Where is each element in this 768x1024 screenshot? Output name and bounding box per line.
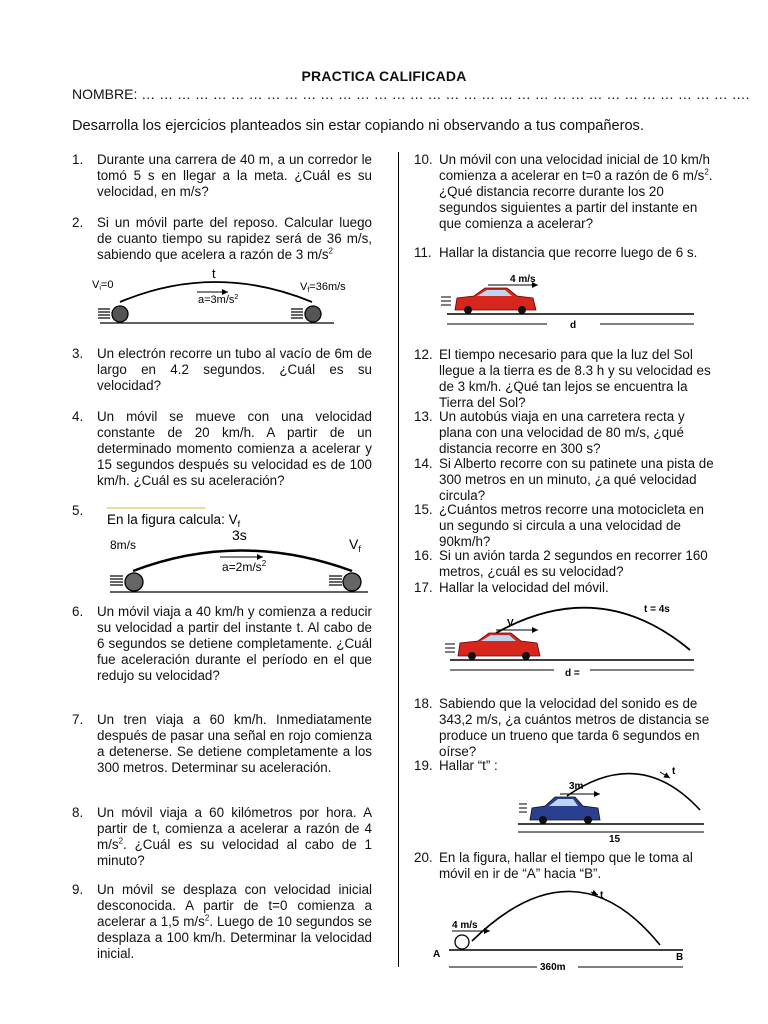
problem-6: 6. Un móvil viaja a 40 km/h y comienza a reducir su velocidad a partir del instante t. Al cabo de 6 segundos se detiene completamente. ¿Cuál fue aceleración durante el período en el que redujo su velocidad?	[72, 604, 372, 683]
blue-car-icon	[530, 797, 600, 824]
svg-text:360m: 360m	[540, 962, 566, 973]
svg-text:V: V	[507, 618, 514, 629]
svg-text:8m/s: 8m/s	[110, 538, 137, 552]
problem-5: 5.	[72, 503, 84, 518]
problem-2: 2. Si un móvil parte del reposo. Calcular luego de cuanto tiempo su rapidez será de 36 m/s, sabiendo que acelera a razón de 3 $m/s^2$	[72, 215, 372, 262]
problem-3: 3. Un electrón recorre un tubo al vacío de 6m de largo en 4.2 segundos. ¿Cuál es su velocidad?	[72, 346, 372, 393]
problem-19: 19. Hallar “t” :	[414, 758, 498, 773]
name-line	[72, 86, 749, 102]
figure-5	[107, 508, 368, 592]
problem-15: 15. ¿Cuántos metros recorre una motocicleta en un segundo si circula a una velocidad de 90km/h?	[414, 502, 704, 549]
red-car-icon	[455, 288, 536, 314]
problem-17: 17. Hallar la velocidad del móvil.	[414, 580, 609, 595]
problem-13: 13. Un autobús viaja en una carretera recta y plana con una velocidad de 80 m/s, ¿qué distancia recorre en 300 s?	[414, 409, 685, 456]
name-label: NOMBRE:	[72, 86, 138, 102]
svg-text:d =: d =	[565, 668, 580, 679]
red-car-icon	[458, 633, 540, 660]
instructions: Desarrolla los ejercicios planteados sin estar copiando ni observando a tus compañeros.	[72, 118, 644, 134]
figure-17	[445, 604, 694, 679]
problem-11: 11. Hallar la distancia que recorre luego de 6 s.	[414, 245, 698, 260]
problem-20: 20. En la figura, hallar el tiempo que le toma al móvil en ir de “A” hacia “B”.	[414, 850, 693, 881]
figure-2	[92, 266, 346, 323]
svg-text:t = 4s: t = 4s	[644, 604, 670, 615]
page-title: PRACTICA CALIFICADA	[301, 68, 467, 84]
svg-text:t: t	[600, 890, 604, 901]
name-dots: … … … … … … … … … … … … … … … … … … … … … … … … … … … … … … … … … ….	[141, 86, 750, 102]
svg-text:3m: 3m	[569, 781, 584, 792]
problem-10: 10. Un móvil con una velocidad inicial de 10 km/h comienza a acelerar en t=0 a razón de 6 $m/s^2$. ¿Qué distancia recorre durante los 20 segundos siguientes a partir del instante en que comienza a acelerar?	[414, 152, 713, 231]
svg-text:d: d	[570, 320, 577, 331]
problem-16: 16. Si un avión tarda 2 segundos en recorrer 160 metros, ¿cuál es su velocidad?	[414, 548, 708, 579]
svg-text:Vi=0: Vi=0	[92, 279, 114, 292]
svg-text:3s: 3s	[232, 527, 247, 543]
svg-text:t: t	[672, 766, 676, 777]
svg-text:4 m/s: 4 m/s	[452, 920, 478, 931]
problem-9: 9. Un móvil se desplaza con velocidad inicial desconocida. A partir de t=0 comienza a acelerar a 1,5 $m/s^2$. Luego de 10 segundos se desplaza a 100 km/h. Determinar la velocidad inicial.	[72, 882, 372, 961]
problem-12: 12. El tiempo necesario para que la luz del Sol llegue a la tierra es de 8.3 h y su velocidad es de 3 km/h. ¿Qué tan lejos se encuentra la Tierra del Sol?	[414, 347, 711, 410]
figure-20	[433, 890, 683, 973]
problem-8: 8. Un móvil viaja a 60 kilómetros por hora. A partir de t, comienza a acelerar a razón de 4 $m/s^2$. ¿Cuál es su velocidad al cabo de 1 minuto?	[72, 805, 372, 868]
problem-18: 18. Sabiendo que la velocidad del sonido es de 343,2 m/s, ¿a cuántos metros de distancia se produce un trueno que tarda 6 segundos en oírse?	[414, 696, 710, 759]
figure-11	[441, 274, 694, 331]
figure-19	[518, 766, 704, 845]
svg-text:A: A	[433, 949, 441, 960]
svg-text:4 m/s: 4 m/s	[510, 274, 536, 285]
problem-7: 7. Un tren viaja a 60 km/h. Inmediatamente después de pasar una señal en rojo comienza a detenerse. Se detiene completamente a los 300 metros. Determinar su aceleración.	[72, 712, 372, 775]
problem-1: 1. Durante una carrera de 40 m, a un corredor le tomó 5 s en llegar a la meta. ¿Cuál es su velocidad, en m/s?	[72, 152, 372, 199]
column-divider	[398, 152, 399, 967]
svg-text:a=3m/s2: $a=3m/s^2$	[198, 294, 239, 306]
svg-text:B: B	[676, 952, 684, 963]
ball-icon	[125, 573, 143, 591]
svg-text:Vf=36m/s: Vf=36m/s	[300, 281, 346, 294]
svg-text:Vf: $V_f$	[349, 536, 361, 554]
svg-text:t: t	[212, 266, 216, 281]
ball-icon	[455, 935, 469, 949]
problem-14: 14. Si Alberto recorre con su patinete una pista de 300 metros en un minuto, ¿a qué velocidad circula?	[414, 456, 714, 503]
ball-icon	[112, 306, 128, 322]
problem-4: 4. Un móvil se mueve con una velocidad constante de 20 km/h. A partir de un determinado momento comienza a acelerar y 15 segundos después su velocidad es de 100 km/h. ¿Cuál es su aceleración?	[72, 409, 372, 488]
ball-icon	[343, 573, 361, 591]
svg-text:a=2m/s2: $a=2m/s^2$	[222, 559, 267, 574]
svg-text:15: 15	[609, 834, 621, 845]
ball-icon	[305, 306, 321, 322]
svg-text:En la figura calcula: Vf: En la figura calcula: $V_f$	[107, 512, 241, 529]
